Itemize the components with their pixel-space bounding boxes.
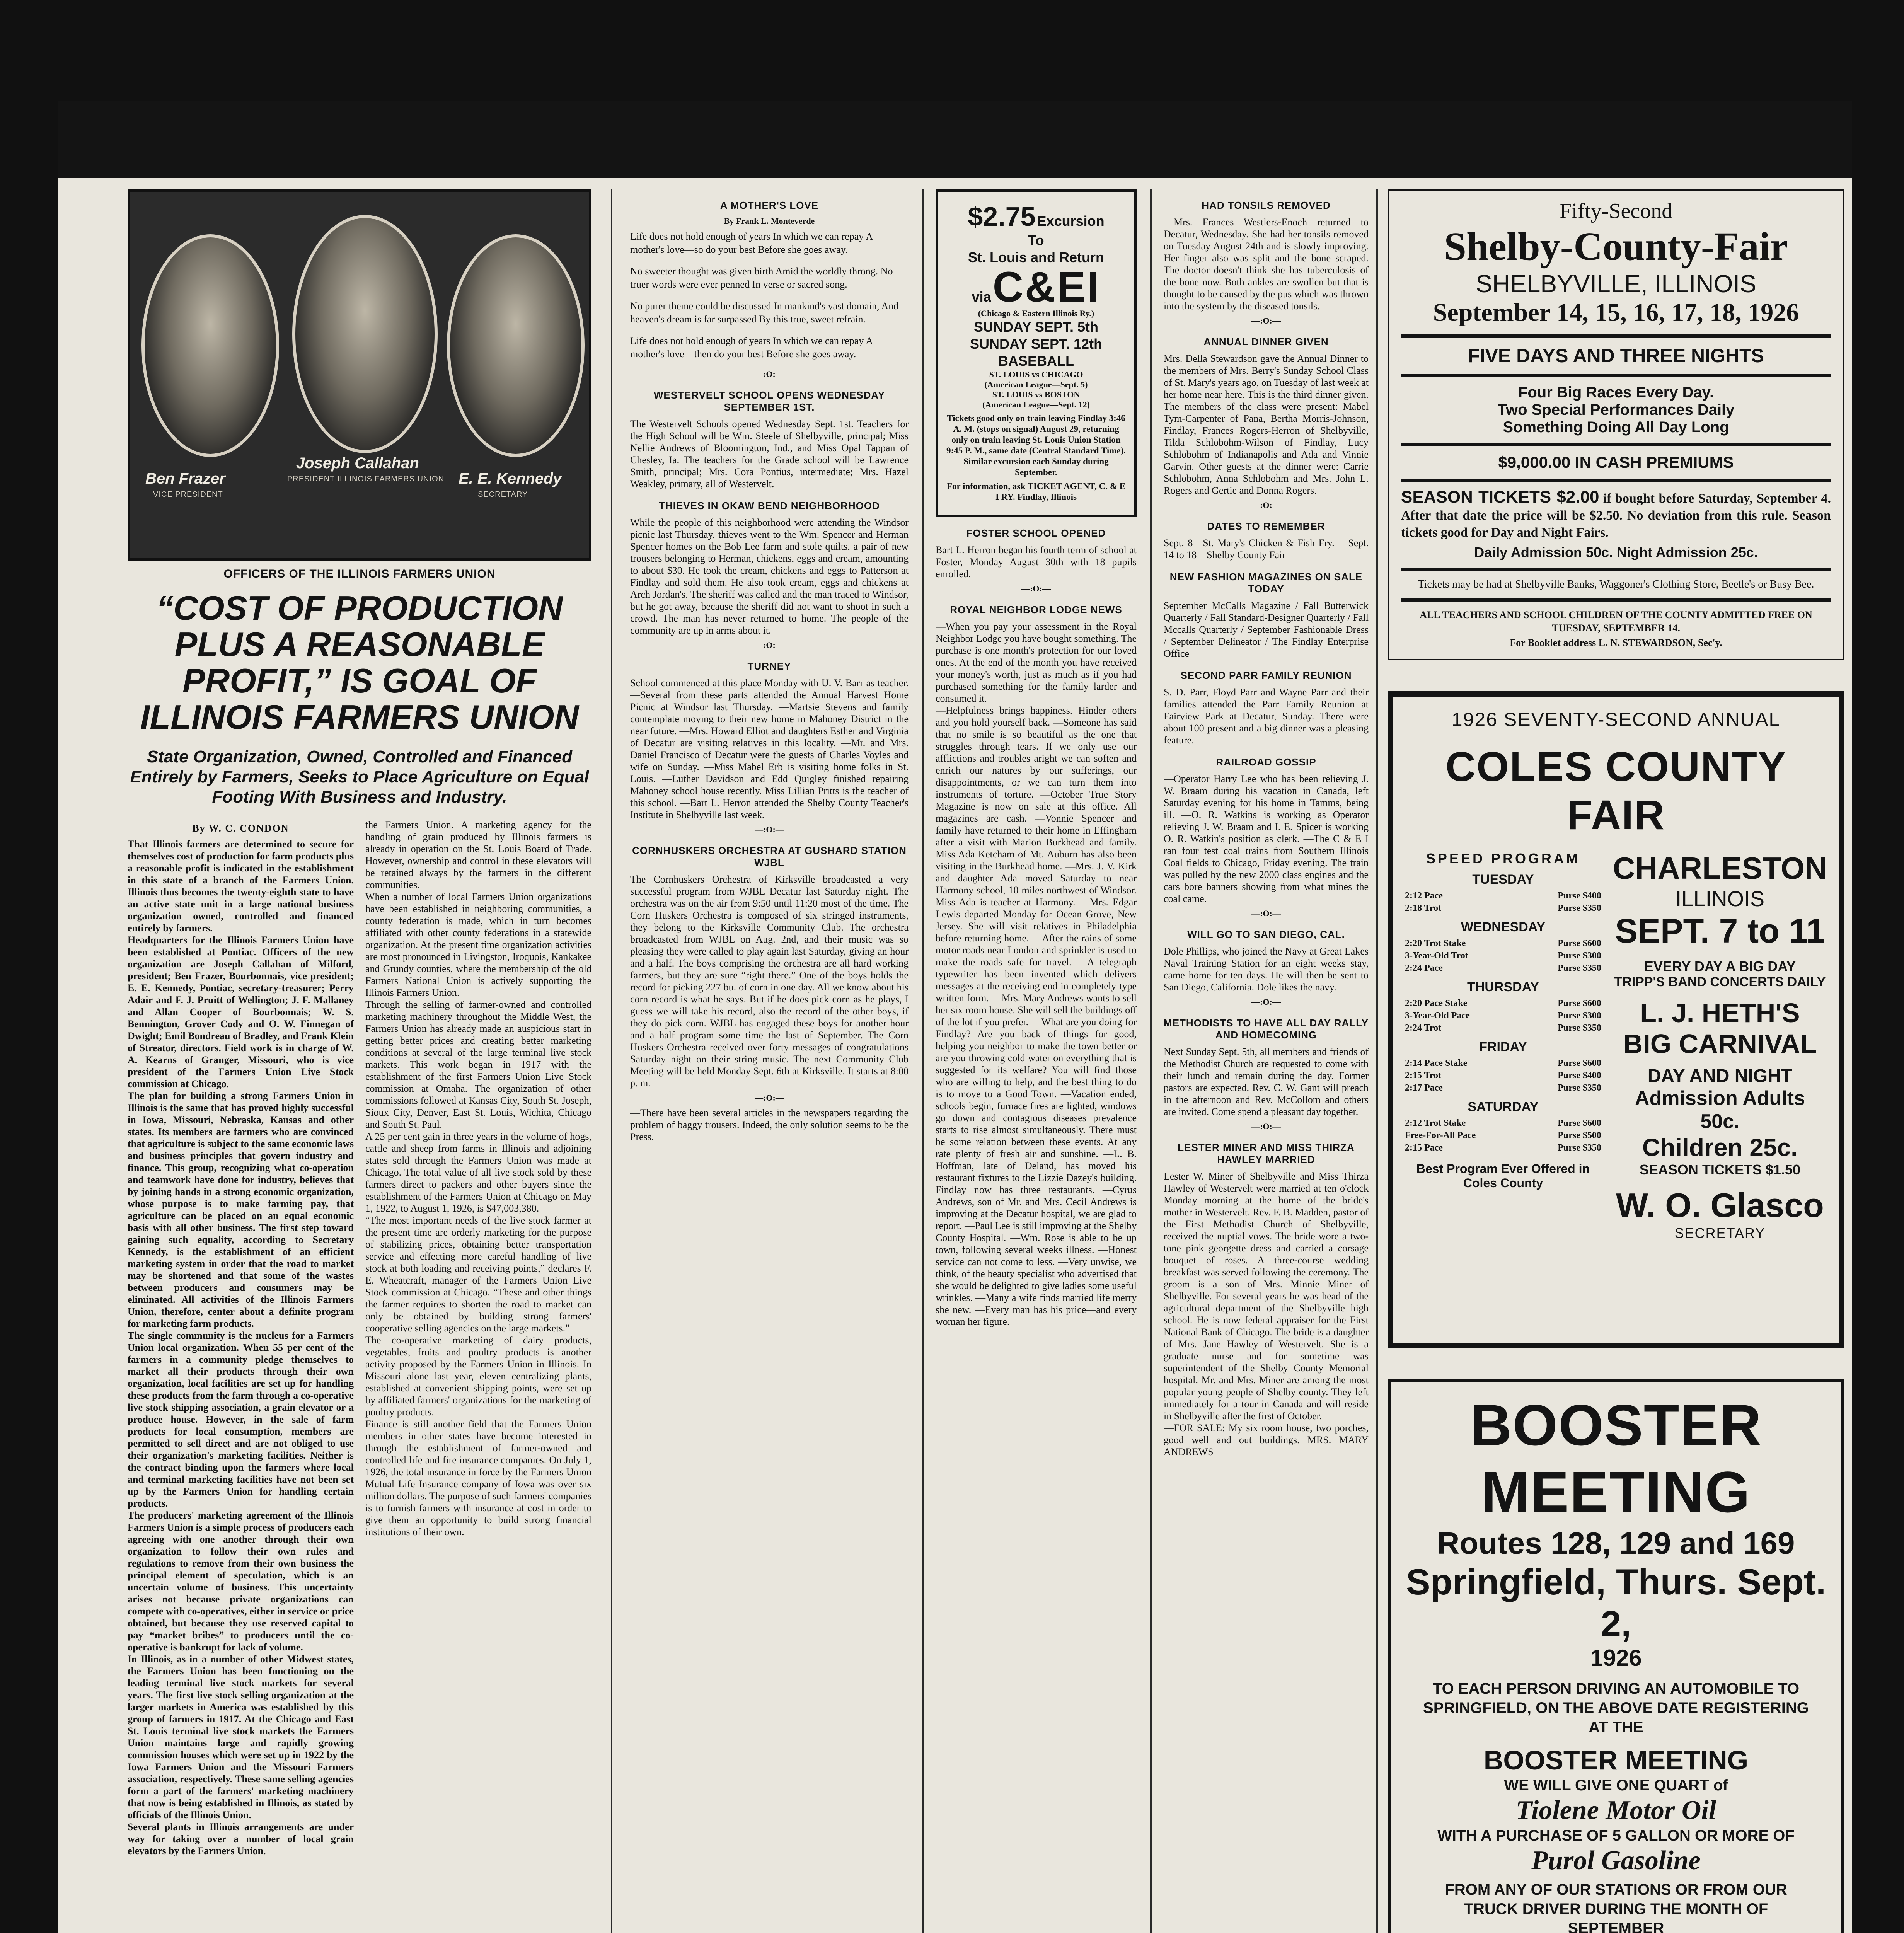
- race-name: 3-Year-Old Trot: [1405, 951, 1468, 961]
- railroad-logo: C&EI: [992, 263, 1101, 311]
- race-name: 2:20 Pace Stake: [1405, 998, 1468, 1008]
- spacer: [1388, 660, 1844, 691]
- headline-tonsils: HAD TONSILS REMOVED: [1202, 199, 1331, 211]
- poem-stanza: Life does not hold enough of years In which we can repay A mother's love—so do your best Before she goes away.: [630, 231, 873, 255]
- coles-children: Children 25c.: [1642, 1134, 1798, 1161]
- excursion-destination: St. Louis and Return: [968, 249, 1104, 265]
- game-1: ST. LOUIS vs CHICAGO: [989, 370, 1083, 379]
- race-name: 3-Year-Old Pace: [1405, 1011, 1470, 1021]
- booster-purchase: WITH A PURCHASE OF 5 GALLON OR MORE OF: [1437, 1827, 1795, 1844]
- column-local-news-1: [630, 189, 909, 1933]
- portrait-right: [447, 234, 585, 457]
- column-advertisements: [1388, 189, 1844, 1933]
- shelby-races: Four Big Races Every Day.: [1518, 384, 1714, 401]
- separator: —:O:—: [1251, 909, 1281, 918]
- poem-stanza: Life does not hold enough of years In which we can repay A mother's love—then do your best Before she goes away.: [630, 335, 873, 360]
- race-purse: Purse $600: [1558, 1058, 1601, 1068]
- race-purse: Purse $300: [1558, 951, 1601, 961]
- article-royal-neighbor: —When you pay your assessment in the Royal Neighbor Lodge you have bought something. The purchase is one month's protection for our loved ones. At the end of the month you have received your money's worth, just as much as if you had purchased something for the family larder and consumed it.: [936, 621, 1137, 704]
- article-paragraph: The single community is the nucleus for a Farmers Union local organization. When 55 per cent of the farmers in a community pledge themselves to market all their products through their own organization, local facilities are set up for handling these products from the farm through a co-operative live stock shipping association, a grain elevator or a produce house. However, in the sale of farm products for local consumption, members are permitted to sell direct and are not obliged to use their organization's marketing facilities. Neither is the contract binding upon the farmers where local and terminal marketing facilities have not been set up by the Farmers Union for handling certain products.: [128, 1330, 354, 1509]
- article-paragraph: Through the selling of farmer-owned and controlled marketing machinery throughout the Middle West, the Farmers Union has already made an auspicious start in getting better prices and creating better marketing conditions at several of the large terminal live stock markets. This work began in 1917 with the establishment of the first Farmers Union Live Stock commission at Omaha. The organization of other commissions followed at Kansas City, South St. Joseph, Sioux City, Denver, East St. Louis, Wichita, Chicago and South St. Paul.: [365, 999, 591, 1130]
- torn-top-edge: [58, 101, 1852, 178]
- main-subhead: State Organization, Owned, Controlled and Financed Entirely by Farmers, Seeks to Place Agriculture on Equal Footing With Business and Industry.: [130, 747, 589, 806]
- article-wedding: Lester W. Miner of Shelbyville and Miss Thirza Hawley of Westervelt were married at ten o'clock Monday morning at the home of the bride's mother in Westervelt. Rev. F. B. Madden, pastor of the First Methodist Church of Shelbyville, received the nuptial vows. The bride wore a two-tone pink georgette dress and carried a corsage bouquet of roses. A three-course wedding breakfast was served following the ceremony. The groom is a son of Mrs. Minnie Miner of Shelbyville. For several years he was head of the agricultural department of the Shelbyville high school. He is now federal appraiser for the First National Bank of Chicago. The bride is a daughter of Mrs. Jane Hawley of Westervelt. She is a graduate nurse and for sometime was superintendent of the Shelby County Memorial hospital. Mr. and Mrs. Miner are among the most popular young people of Shelby county. They left immediately for a tour in Canada and will reside in Shelbyville after the first of October.: [1164, 1171, 1369, 1422]
- divider: [1401, 598, 1831, 602]
- shelby-season-price: SEASON TICKETS $2.00: [1401, 488, 1599, 506]
- coles-state: ILLINOIS: [1675, 886, 1765, 911]
- booster-stations: FROM ANY OF OUR STATIONS OR FROM OUR TRUCK DRIVER DURING THE MONTH OF SEPTEMBER: [1445, 1881, 1787, 1933]
- headline-orchestra: CORNHUSKERS ORCHESTRA AT GUSHARD STATION WJBL: [632, 845, 907, 868]
- booster-place-date: Springfield, Thurs. Sept. 2,: [1406, 1561, 1826, 1644]
- race-name: 2:12 Trot Stake: [1405, 1118, 1466, 1128]
- coles-carnival-1: L. J. HETH'S: [1640, 998, 1800, 1028]
- race-purse: Purse $350: [1558, 1023, 1601, 1033]
- headline-westervelt: WESTERVELT SCHOOL OPENS WEDNESDAY SEPTEMBER 1ST.: [653, 389, 885, 413]
- headline-methodists: METHODISTS TO HAVE ALL DAY RALLY AND HOMECOMING: [1164, 1017, 1369, 1041]
- article-paragraph: Several plants in Illinois arrangements are under way for taking over a number of local grain elevators by the Farmers Union.: [128, 1821, 354, 1856]
- race-row: [1405, 937, 1601, 949]
- excursion-ad: [936, 189, 1137, 517]
- race-purse: Purse $400: [1558, 891, 1601, 901]
- poem-stanza: No purer theme could be discussed In mankind's vast domain, And heaven's dream is far surpassed By this true, sweet refrain.: [630, 300, 899, 325]
- coles-band: TRIPP'S BAND CONCERTS DAILY: [1614, 975, 1826, 989]
- headline-san-diego: WILL GO TO SAN DIEGO, CAL.: [1187, 929, 1345, 940]
- shelby-season-tickets: [1401, 489, 1831, 541]
- column-rule: [1150, 189, 1152, 1933]
- article-paragraph: Headquarters for the Illinois Farmers Union have been established at Pontiac. Officers of the new organization are Joseph Callahan of Milford, president; Ben Frazer, Bourbonnais, vice president; E. E. Kennedy, Pontiac, secretary-treasurer; Perry Adair and F. J. Pruitt of Wellington; J. F. Mallaney and Allan Cooper of Bourbonnais; W. S. Bennington, Grover Cody and O. W. Finnegan of Dwight; Emil Bondreau of Bradley, and Frank Klein of Streator, directors. Field work is in charge of W. A. Kearns of Granger, Missouri, who is vice president of the Farmers Union Live Stock commission at Chicago.: [128, 934, 354, 1089]
- article-orchestra: The Cornhuskers Orchestra of Kirksville broadcasted a very successful program from WJBL Decatur last Saturday night. The orchestra was on the air from 9:50 until 11:20 most of the time. The Corn Huskers Orchestra is composed of six stringed instruments, they belong to the Kirksville Community Club. The orchestra broadcasted from WJBL on Aug. 2nd, and their music was so pleasing they were called to play again last Saturday, giving an hour and a half. The boys comprising the orchestra are all hard working farmers, but they are sure “right there.” One of the boys holds the record for picking 227 bu. of corn in one day. All we know about his corn record is what he says. But if he does pick corn as he plays, I guess we will take his record, also the record of the other boys, if they do pick corn. WJBL has engaged these boys for another hour and a half program some time the last of September. The Corn Huskers Orchestra received over forty messages of congratulations Saturday night on their string music. The next Community Club Meeting will be held Monday Sept. 6th at Kirksville. It starts at 8:00 p. m.: [630, 874, 909, 1089]
- shelby-line-1: Fifty-Second: [1559, 199, 1673, 223]
- excursion-price: $2.75: [968, 201, 1036, 232]
- product-purol: Purol Gasoline: [1531, 1846, 1701, 1875]
- race-name: 2:20 Trot Stake: [1405, 938, 1466, 948]
- booster-offer: TO EACH PERSON DRIVING AN AUTOMOBILE TO SPRINGFIELD, ON THE ABOVE DATE REGISTERING AT THE: [1423, 1680, 1809, 1736]
- race-row: [1405, 962, 1601, 974]
- divider: [1401, 443, 1831, 446]
- race-row: [1405, 1142, 1601, 1154]
- divider: [1401, 374, 1831, 377]
- race-row: [1405, 890, 1601, 902]
- portrait-middle: [292, 215, 438, 453]
- product-tiolene: Tiolene Motor Oil: [1515, 1795, 1716, 1825]
- race-purse: Purse $400: [1558, 1070, 1601, 1081]
- race-name: 2:17 Pace: [1405, 1083, 1443, 1093]
- article-reunion: S. D. Parr, Floyd Parr and Wayne Parr and their families attended the Parr Family Reunion at Fairview Park at Decatur, Sunday. There were about 100 present and a big dinner was a pleasing feature.: [1164, 687, 1369, 746]
- article-methodists: Next Sunday Sept. 5th, all members and friends of the Methodist Church are requested to come with their lunch and remain during the day. Former pastors are expected. Rev. C. W. Gant will preach in the afternoon and Rev. McCollom and others are invited. Come spend a pleasant day together.: [1164, 1046, 1369, 1117]
- shelby-days: FIVE DAYS AND THREE NIGHTS: [1468, 345, 1764, 366]
- shelby-something: Something Doing All Day Long: [1503, 419, 1729, 436]
- race-purse: Purse $350: [1558, 1083, 1601, 1093]
- separator: —:O:—: [1251, 500, 1281, 510]
- race-purse: Purse $300: [1558, 1011, 1601, 1021]
- divider: [1401, 479, 1831, 482]
- headline-wedding: LESTER MINER AND MISS THIRZA HAWLEY MARRIED: [1178, 1142, 1355, 1165]
- divider: [1401, 334, 1831, 338]
- booster-year: 1926: [1590, 1645, 1642, 1671]
- officers-photo: [128, 189, 591, 561]
- excursion-details: Tickets good only on train leaving Findlay 3:46 A. M. (stops on signal) August 29, returning only on train leaving St. Louis Union Station 9:45 P. M., same date (Central Standard Time). Similar excursion each Sunday during September.: [946, 413, 1126, 477]
- article-paragraph: The plan for building a strong Farmers Union in Illinois is the same that has proved highly successful in Iowa, Missouri, Nebraska, Kansas and other states. Its members are farmers who are convinced that agriculture is subject to the same economic laws and business principles that govern industry and finance. This group, recognizing what co-operation and teamwork have done for industry, believes that by joining hands in a strong economic organization, whose purpose is to make farming pay, that agriculture can be placed on an equal economic basis with all other business. The first step toward gaining such equality, according to Secretary Kennedy, is the establishment of an efficient marketing system in order that the road to market may be shortened and that some of the wastes between producers and consumers may be eliminated. All activities of the Illinois Farmers Union, therefore, center about a definite program for marketing farm products.: [128, 1090, 354, 1329]
- race-row: [1405, 1069, 1601, 1082]
- excursion-word: Excursion: [1037, 213, 1105, 229]
- shelby-fair-ad: [1388, 189, 1844, 660]
- headline-dates: DATES TO REMEMBER: [1207, 520, 1325, 532]
- headline-turney: TURNEY: [747, 660, 791, 672]
- separator: —:O:—: [755, 369, 784, 379]
- main-article-body: [128, 819, 591, 1857]
- shelby-teachers-free: ALL TEACHERS AND SCHOOL CHILDREN OF THE COUNTY ADMITTED FREE ON TUESDAY, SEPTEMBER 14.: [1420, 609, 1812, 634]
- article-paragraph: Finance is still another field that the Farmers Union members in other states have become interested in through the establishment of farmer-owned and controlled life and fire insurance companies. On July 1, 1926, the total insurance in force by the Farmers Union Mutual Life Insurance company of Iowa was over six million dollars. The purpose of such farmers' companies is to furnish farmers with insurance at cost in order to give them an opportunity to build strong financial institutions of their own.: [365, 1418, 591, 1538]
- race-name: Free-For-All Pace: [1405, 1130, 1476, 1140]
- race-day: FRIDAY: [1479, 1040, 1527, 1054]
- race-purse: Purse $350: [1558, 1143, 1601, 1153]
- race-row: [1405, 1129, 1601, 1142]
- separator: —:O:—: [1021, 584, 1051, 593]
- separator: —:O:—: [755, 1093, 784, 1103]
- article-thieves: While the people of this neighborhood were attending the Windsor picnic last Thursday, thieves went to the Wm. Spencer and Herman Spencer homes on the Bob Lee farm and stole quilts, a pair of new trousers belonging to Herman, chickens, eggs and cream, amounting to about $30. He took the cream, chickens and eggs to Patterson at Findlay and sold them. He also took cream, eggs and chickens at Arch Jordan's. The sheriff was called and the man traced to Windsor, but he got away, because the sheriff did not want to shoot in such a crowd. The man has never returned to home. The people of the community are up in arms about it.: [630, 517, 909, 636]
- shelby-fair-title: Shelby-County-Fair: [1444, 224, 1788, 269]
- article-paragraph: The co-operative marketing of dairy products, vegetables, fruits and poultry products is another activity proposed by the Farmers Union in Illinois. In Missouri alone last year, eleven centralizing plants, established at convenient shipping points, were set up by affiliated farmers' organizations for the marketing of poultry products.: [365, 1335, 591, 1418]
- shelby-city: SHELBYVILLE, ILLINOIS: [1476, 270, 1756, 298]
- booster-give: WE WILL GIVE ONE QUART of: [1504, 1777, 1728, 1794]
- shelby-admission: Daily Admission 50c. Night Admission 25c.: [1474, 544, 1758, 560]
- article-turney: School commenced at this place Monday with U. V. Barr as teacher. —Several from these parts attended the Annual Harvest Home Picnic at Windsor last Thursday. —Martsie Stevens and family contemplate moving to their new home in Mahoney District in the near future. —Mrs. Howard Elliot and daughters Esther and Virginia of Decatur are visiting relatives in this locality. —Mr. and Mrs. Daniel Francisco of Decatur were the guests of Charles Voyles and wife on Sunday. —Miss Mabel Erb is visiting home folks in St. Louis. —Luther Davidson and Edd Quigley finished repairing Mahoney school house recently. Miss Lillian Pritts is the teacher of this school. —Bart L. Herron attended the Shelby County Teacher's Institute in Shelbyville last week.: [630, 677, 909, 820]
- shelby-performances: Two Special Performances Daily: [1497, 401, 1735, 418]
- column-rule: [1376, 189, 1378, 1933]
- excursion-date-1: SUNDAY SEPT. 5th: [973, 319, 1099, 335]
- race-days: [1405, 872, 1601, 1154]
- column-local-news-3: [1164, 189, 1369, 1933]
- shelby-premiums: $9,000.00 IN CASH PREMIUMS: [1498, 453, 1734, 471]
- spacer: [1388, 1348, 1844, 1379]
- race-purse: Purse $600: [1558, 938, 1601, 948]
- speed-program: [1405, 851, 1601, 1241]
- booster-routes: Routes 128, 129 and 169: [1437, 1526, 1795, 1560]
- column-farmers-union: [128, 189, 591, 1933]
- race-row: [1405, 1082, 1601, 1094]
- separator: —:O:—: [1251, 1122, 1281, 1131]
- coles-city: CHARLESTON: [1613, 851, 1827, 885]
- coles-day-night: DAY AND NIGHT: [1647, 1066, 1793, 1086]
- race-row: [1405, 997, 1601, 1009]
- railroad-fullname: (Chicago & Eastern Illinois Ry.): [978, 309, 1094, 318]
- divider: [1401, 568, 1831, 571]
- race-day: WEDNESDAY: [1461, 920, 1545, 934]
- coles-secretary-name: W. O. Glasco: [1616, 1186, 1824, 1224]
- race-day: THURSDAY: [1467, 980, 1539, 994]
- headline-railroad: RAILROAD GOSSIP: [1216, 756, 1316, 768]
- race-purse: Purse $350: [1558, 903, 1601, 913]
- headline-magazines: NEW FASHION MAGAZINES ON SALE TODAY: [1169, 571, 1363, 595]
- column-rule: [611, 189, 612, 1933]
- article-dates: Sept. 8—St. Mary's Chicken & Fish Fry. —Sept. 14 to 18—Shelby County Fair: [1164, 537, 1369, 561]
- photo-title-left: VICE PRESIDENT: [153, 490, 223, 499]
- race-day: TUESDAY: [1472, 872, 1534, 887]
- coles-adults: Admission Adults 50c.: [1635, 1087, 1805, 1133]
- race-name: 2:14 Pace Stake: [1405, 1058, 1468, 1068]
- classified-for-sale: —FOR SALE: My six room house, two porches, good well and out buildings. MRS. MARY ANDREWS: [1164, 1422, 1369, 1457]
- shelby-ticket-outlets: Tickets may be had at Shelbyville Banks, Waggoner's Clothing Store, Beetle's or Busy Bee.: [1418, 578, 1814, 590]
- race-row: [1405, 1009, 1601, 1022]
- race-name: 2:12 Pace: [1405, 891, 1443, 901]
- byline: By W. C. CONDON: [192, 823, 289, 834]
- headline-thieves: THIEVES IN OKAW BEND NEIGHBORHOOD: [659, 500, 880, 511]
- photo-name-left: Ben Frazer: [145, 470, 225, 487]
- excursion-via: via: [972, 289, 991, 305]
- photo-name-right: E. E. Kennedy: [459, 470, 562, 487]
- headline-royal-neighbor: ROYAL NEIGHBOR LODGE NEWS: [950, 604, 1122, 615]
- column-local-news-2: [936, 189, 1137, 1933]
- race-day: SATURDAY: [1468, 1099, 1539, 1114]
- article-dinner: Mrs. Della Stewardson gave the Annual Dinner to the members of Mrs. Berry's Sunday School Class of St. Mary's years ago, on Tuesday of last week at her home near here. This is the third dinner given. The members of the class were present: Mabel Tym-Carpenter of Pana, Bertha Morris-Johnson, Findlay, Frances Rogers-Herron of Shelbyville, Tilda Schlobohm-Wilson of Findlay, Lucy Schlobohm of Indianapolis and Ada and Vinnie Garvin. Other guests at the dinner were: Carrie Schlobohm, Anna Schlobohm and Mrs. John L. Rogers and Gertie and Donna Rogers.: [1164, 353, 1369, 496]
- poem-title: A MOTHER'S LOVE: [720, 199, 819, 211]
- article-foster: Bart L. Herron began his fourth term of school at Foster, Monday August 30th with 18 pupils enrolled.: [936, 544, 1137, 580]
- portrait-left: [141, 234, 279, 457]
- coles-carnival-2: BIG CARNIVAL: [1623, 1029, 1817, 1059]
- race-name: 2:24 Pace: [1405, 963, 1443, 973]
- coles-season: SEASON TICKETS $1.50: [1639, 1162, 1801, 1178]
- separator: —:O:—: [755, 640, 784, 650]
- main-headline: “COST OF PRODUCTION PLUS A REASONABLE PROFIT,” IS GOAL OF ILLINOIS FARMERS UNION: [140, 589, 579, 736]
- race-purse: Purse $350: [1558, 963, 1601, 973]
- photo-title-right: SECRETARY: [478, 490, 528, 499]
- race-name: 2:24 Trot: [1405, 1023, 1441, 1033]
- article-railroad: —Operator Harry Lee who has been relieving J. W. Braam during his vacation in Canada, left Saturday evening for his home in Tamms, being ill. —O. R. Watkins is working as Operator relieving J. W. Braam and I. E. Spicer is working O. R. Watkin's position as clerk. —The C & E I ran four test coal trains from Southern Illinois Coal fields to Chicago, Friday evening. The train was pulled by the new 2000 class engines and the cars bore banners showing from what mines the coal came.: [1164, 773, 1369, 904]
- game-2-league: (American League—Sept. 12): [982, 400, 1090, 409]
- headline-reunion: SECOND PARR FAMILY REUNION: [1180, 670, 1352, 681]
- shelby-booklet: For Booklet address L. N. STEWARDSON, Sec'y.: [1510, 637, 1722, 648]
- photo-name-middle: Joseph Callahan: [296, 455, 419, 472]
- article-magazines: September McCalls Magazine / Fall Butterwick Quarterly / Fall Standard-Designer Quarterly / Fall Mccalls Quarterly / September Fashionable Dress / September Delineator / The Findlay Enterprise Office: [1164, 600, 1369, 659]
- game-1-league: (American League—Sept. 5): [984, 380, 1088, 389]
- article-paragraph: That Illinois farmers are determined to secure for themselves cost of production for farm products plus a reasonable profit is indicated in the establishment in this state of a branch of the Farmers Union. Illinois thus becomes the twenty-eighth state to have an active state unit in a large national business organization owned, controlled and financed entirely by farmers.: [128, 839, 354, 934]
- newspaper-page: [58, 101, 1852, 1933]
- article-paragraph: “The most important needs of the live stock farmer at the present time are orderly marketing for the purpose of stabilizing prices, obtaining better transportation service and effecting more careful handling of live stock at both loading and receiving points,” declares F. E. Wheatcraft, manager of the Farmers Union Live Stock commission at Chicago. “These and other things the farmer requires to shorten the road to market can only be obtained by building strong farmers' cooperative selling agencies on the large markets.”: [365, 1215, 591, 1334]
- coles-fair-title: COLES COUNTY FAIR: [1445, 743, 1787, 838]
- excursion-to: To: [1028, 232, 1044, 248]
- race-row: [1405, 1022, 1601, 1034]
- race-name: 2:15 Trot: [1405, 1070, 1441, 1081]
- article-paragraph: A 25 per cent gain in three years in the volume of hogs, cattle and sheep from farms in Illinois and adjoining states sold through the Farmers Union was made at Chicago. The total value of all live stock sold by these farmers direct to packers and other buyers since the establishment of the Farmers Union at Chicago on May 1, 1922, to August 1, 1926, is $47,003,380.: [365, 1131, 591, 1214]
- best-program: Best Program Ever Offered in Coles County: [1416, 1162, 1590, 1190]
- baseball-label: BASEBALL: [998, 353, 1074, 369]
- headline-dinner: ANNUAL DINNER GIVEN: [1203, 336, 1329, 348]
- article-san-diego: Dole Phillips, who joined the Navy at Great Lakes Naval Training Station for an eight weeks stay, came home for ten days. He will then be sent to San Diego, California. Dole likes the navy.: [1164, 946, 1369, 993]
- coles-secretary: SECRETARY: [1674, 1225, 1766, 1241]
- separator: —:O:—: [755, 825, 784, 834]
- separator: —:O:—: [1251, 316, 1281, 326]
- headline-foster: FOSTER SCHOOL OPENED: [966, 527, 1106, 539]
- race-purse: Purse $600: [1558, 1118, 1601, 1128]
- booster-title: BOOSTER MEETING: [1470, 1393, 1762, 1524]
- excursion-info: For information, ask TICKET AGENT, C. & E I RY. Findlay, Illinois: [946, 481, 1126, 502]
- photo-title-middle: PRESIDENT ILLINOIS FARMERS UNION: [287, 475, 445, 483]
- article-paragraph: When a number of local Farmers Union organizations have been established in neighboring communities, a county federation is made, which in turn becomes affiliated with other county federations in a statewide organization. At the present time organization activities are most pronounced in Livingston, Iroquois, Kankakee and Grundy counties, where the membership of the old Farmers National Union is actively supporting the Illinois Farmers Union.: [365, 891, 591, 998]
- shelby-season-terms: if bought before Saturday, September 4. After that date the price will be $2.50. No deviation from this rule. Season tickets good for Day and Night Fairs.: [1401, 491, 1831, 540]
- race-name: 2:18 Trot: [1405, 903, 1441, 913]
- poem-author: By Frank L. Monteverde: [724, 216, 815, 226]
- coles-dates: SEPT. 7 to 11: [1615, 912, 1825, 950]
- game-2: ST. LOUIS vs BOSTON: [992, 390, 1080, 399]
- coles-top: 1926 SEVENTY-SECOND ANNUAL: [1451, 709, 1781, 730]
- column-rule: [922, 189, 924, 1933]
- race-row: [1405, 949, 1601, 962]
- race-name: 2:15 Pace: [1405, 1143, 1443, 1153]
- article-trousers: —There have been several articles in the newspapers regarding the problem of baggy trousers. Indeed, the only solution seems to be the Press.: [630, 1107, 909, 1142]
- article-paragraph: the Farmers Union. A marketing agency for the handling of grain produced by Illinois farmers is already in operation on the St. Louis Board of Trade. However, ownership and control in these elevators will be retained always by the farmers in the different communities.: [365, 819, 591, 890]
- race-row: [1405, 1057, 1601, 1069]
- excursion-date-2: SUNDAY SEPT. 12th: [970, 336, 1103, 352]
- article-paragraph: In Illinois, as in a number of other Midwest states, the Farmers Union has been functioning on the leading terminal live stock markets for several years. The first live stock selling organization at the larger markets in America was established by this group of farmers in 1917. At the Chicago and East St. Louis terminal live stock markets the Farmers Union maintains large and rapidly growing commission houses which were set up in 1922 by the Iowa Farmers Union and the Missouri Farmers association, respectively. These same selling agencies form a part of the farmers' marketing machinery that now is being established in Illinois, as stated by officials of the Illinois Union.: [128, 1653, 354, 1820]
- race-purse: Purse $600: [1558, 998, 1601, 1008]
- article-tonsils: —Mrs. Frances Westlers-Enoch returned to Decatur, Wednesday. She had her tonsils removed on Tuesday August 24th and is slowly improving. Her finger also was split and the bone scraped. The doctor doesn't think she has tuberculosis of the bone now. Both ankles are swollen but that is thought to be caused by the pus which was thrown into the system by the diseased tonsils.: [1164, 216, 1369, 312]
- race-row: [1405, 1117, 1601, 1129]
- photo-caption: OFFICERS OF THE ILLINOIS FARMERS UNION: [223, 568, 496, 580]
- speed-program-title: SPEED PROGRAM: [1426, 851, 1580, 866]
- separator: —:O:—: [1251, 997, 1281, 1007]
- shelby-dates: September 14, 15, 16, 17, 18, 1926: [1433, 298, 1799, 327]
- booster-meeting-ad: [1388, 1379, 1844, 1933]
- booster-meeting-label: BOOSTER MEETING: [1483, 1745, 1749, 1775]
- poem-stanza: No sweeter thought was given birth Amid the worldly throng. No truer words were ever penned In verse or sacred song.: [630, 266, 893, 290]
- coles-fair-ad: [1388, 691, 1844, 1348]
- race-row: [1405, 902, 1601, 914]
- article-local-items: —Helpfulness brings happiness. Hinder others and you hold yourself back. —Someone has said that no smile is so beautiful as the one that struggles through tears. If we only use our afflictions and troubles aright we can soften and enrich our natures by our sufferings, our disappointments, or we can turn them into instruments of torture. —October True Story Magazine is now on sale at this office. All magazines are cash. —Vonnie Spencer and family have returned to their home in Effingham after a visit with Marion Burkhead and family. Miss Ada Ketcham of Mt. Auburn has also been visiting in the Burkhead home. —Mrs. J. V. Kirk and daughter Ada moved Saturday to near Harmony school, 10 miles northwest of Windsor. Miss Ada is teacher at Harmony. —Mrs. Edgar Lewis departed Monday for Ocean Grove, New Jersey. She will visit relatives in Philadelphia before returning home. —After the rains of some motor roads near London and sprinkler is used to make the roads safe for travel. —A telegraph typewriter has been invented which delivers messages at the receiving end in completely type written form. —Mrs. Mary Andrews wants to sell her six room house. She will sell the buildings off of the lot if you prefer. —What are you doing for Findlay? Are you back of things for good, helping you neighbor to make the town better or are you throwing cold water on everything that is suggested for its welfare? You will find those who are willing to help, and the best thing to do is to move to a Good Town. —Vacation ended, schools begin, furnace fires are lighted, windows go down and contagious diseases prevalence starts to rise almost simultaneously. There must be some relation between these events. At any rate plenty of fresh air and sunshine. —L. B. Hoffman, late of Deland, has moved his restaurant fixtures to the Lizzie Dazey's building. Findlay now has three restaurants. —Cyrus Andrews, son of Mr. and Mrs. Cecil Andrews is improving at the Decatur hospital, we are glad to report. —Paul Lee is still improving at the Shelby County Hospital. —Wm. Rose is able to be up town, following several weeks illness. —Honest service can not come to less. —Very unwise, we think, of the beauty specialist who advertised that she would be delighted to give ladies some useful wrinkles. —Many a wife finds married life merry she new. —Every man has his price—and every woman her figure.: [936, 705, 1137, 1327]
- race-purse: Purse $500: [1558, 1130, 1601, 1140]
- article-paragraph: The producers' marketing agreement of the Illinois Farmers Union is a simple process of producers each agreeing with one another through their own organization to follow their own rules and regulations to remove from their own business the principal element of speculation, which is an uncertain volume of business. This uncertainty arises not because private organizations can compete with co-operatives, either in service or price obtained, but because they use reserved capital to pay “market bribes” to producers until the co-operative is bankrupt for lack of volume.: [128, 1510, 354, 1653]
- article-westervelt: The Westervelt Schools opened Wednesday Sept. 1st. Teachers for the High School will be Wm. Steele of Shelbyville, principal; Miss Nellie Andrews of Bloomington, Ind., and Miss Opal Tappan of Chesley, Ia. The teachers for the Grade school will be Lawrence Smith, principal; Mrs. Cora Pontius, intermediate; Mrs. Hazel Weakley, primary, all of Westervelt.: [630, 418, 909, 489]
- coles-every-day: EVERY DAY A BIG DAY: [1644, 958, 1796, 974]
